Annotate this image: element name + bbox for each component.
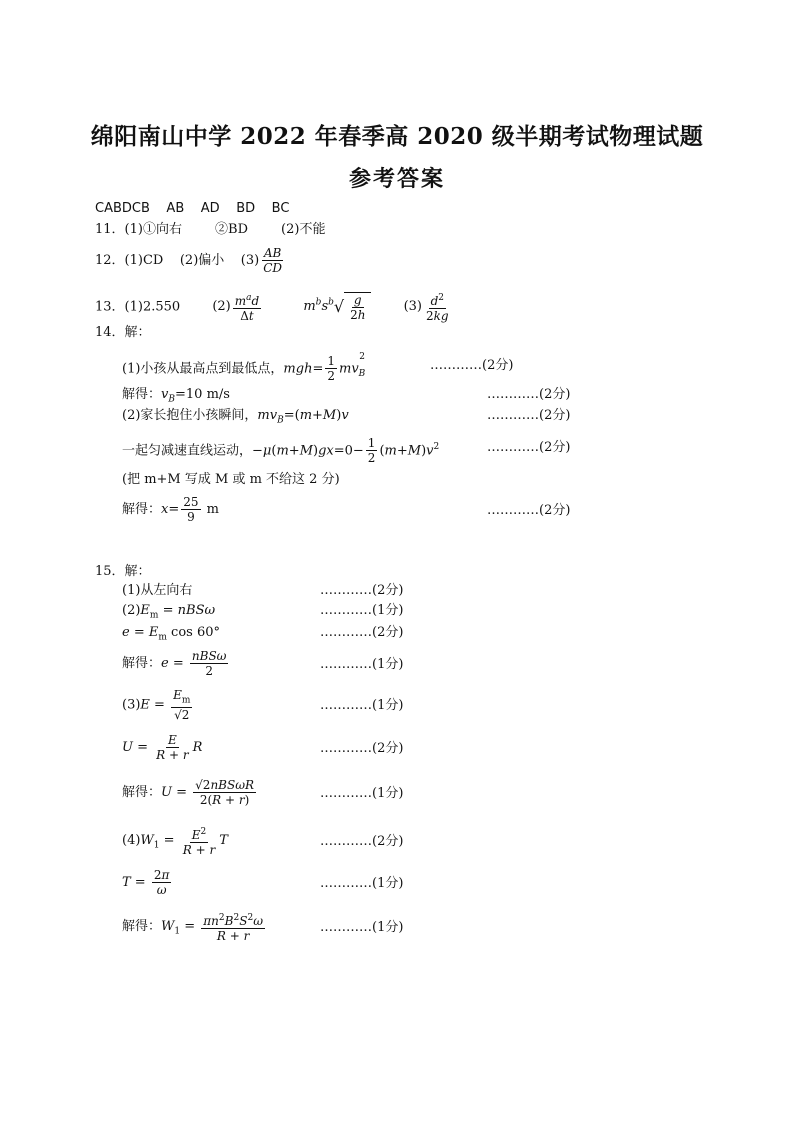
q15-l7-text: 解得： <box>122 785 162 800</box>
mc-answers: CABDCB AB AD BD BC <box>95 201 290 216</box>
q15-l4-text: 解得： <box>122 656 162 671</box>
q14-score-6: …………(2分) <box>487 503 571 518</box>
page-subtitle: 参考答案 <box>348 166 445 192</box>
q14-l6-text: 解得： <box>122 502 162 517</box>
q15-score-9: …………(1分) <box>320 876 404 891</box>
q11-text: (1)①向右 ②BD (2)不能 <box>124 222 326 237</box>
q13-text: (1)2.550 <box>124 299 181 315</box>
q15-line-6: U = $\frac{E}{R + r}$ R <box>122 733 203 762</box>
q14-number: 14． <box>95 325 125 340</box>
q11-line <box>95 222 325 238</box>
q14-l1-text: (1)小孩从最高点到最低点， <box>122 361 284 377</box>
q15-line-2: $(2)E_m = nBS\omega$ <box>122 603 216 621</box>
q14-head: 解： <box>124 325 151 340</box>
q12-fraction: $\frac{AB}{CD}$ <box>263 246 283 275</box>
q15-head: 解： <box>124 564 151 579</box>
q12-text: (1)CD (2)偏小 (3) <box>124 253 260 268</box>
q14-score-3: …………(2分) <box>487 408 571 423</box>
q15-score-8: …………(2分) <box>320 834 404 849</box>
q13-fraction-3: $\frac{d^2}{2kg}$ <box>426 292 449 323</box>
q15-l10-text: 解得： <box>122 919 162 934</box>
q15-line-10: 解得：$W_1$ = $\frac{\pi n^2B^2S^2\omega}{R + r}$ <box>122 912 263 943</box>
q14-line-1: (1)小孩从最高点到最低点，mgh= $\frac{1}{2}$ $mv_B^2$ <box>122 352 366 384</box>
q14-line-5: (把 m+M 写成 M 或 m 不给这 2 分) <box>122 472 340 487</box>
q14-line-6: 解得：x= $\frac{25}{9}$ m <box>122 495 220 524</box>
q14-line-4: 一起匀减速直线运动，−μ(m+M)gx=0− $\frac{1}{2}$ $(m+M)v^2$ <box>122 436 440 466</box>
q15-line-8: $(4)W_1$ = $\frac{E^2}{R + r}$ T <box>122 826 228 857</box>
q14-line-3: (2)家长抱住小孩瞬间，$mv_B=(m+M)v$ <box>122 408 349 426</box>
q15-line-3: $e = E_m$ cos 60° <box>122 625 221 643</box>
page-title: 绵阳南山中学 2022 年春季高 2020 级半期考试物理试题 <box>90 123 704 150</box>
q14-score-4: …………(2分) <box>487 440 571 455</box>
q13-fraction-2: $\frac{m^ad}{\Delta t}$ <box>234 292 260 323</box>
q12-number: 12． <box>95 253 125 268</box>
q15-score-4: …………(1分) <box>320 657 404 672</box>
q11-number: 11． <box>95 222 125 237</box>
q15-line-4: 解得：e = $\frac{\text{nBSω}}{2}$ <box>122 649 227 678</box>
q15-score-6: …………(2分) <box>320 741 404 756</box>
q15-line-9: T = $\frac{2\pi}{\omega}$ <box>122 868 170 897</box>
q13-number: 13． <box>95 299 125 315</box>
q12-line <box>95 246 286 276</box>
q15-line-1: (1)从左向右 <box>122 583 193 598</box>
q15-header <box>95 564 151 580</box>
q13-sqrt: √ $\frac{g}{2h}$ <box>334 292 372 322</box>
q14-score-2: …………(2分) <box>487 387 571 402</box>
q15-score-10: …………(1分) <box>320 920 404 935</box>
q15-score-3: …………(2分) <box>320 625 404 640</box>
q14-line-2: 解得：$v_B=10$ m/s <box>122 387 230 405</box>
q15-line-7: 解得：U = $\frac{\text{√2nBSωR}}{2(R + r)}$ <box>122 778 255 807</box>
q14-header <box>95 325 151 341</box>
q15-line-5: (3)E = $\frac{E_m}{√2}$ <box>122 688 191 723</box>
q14-l3-text: (2)家长抱住小孩瞬间， <box>122 408 258 423</box>
q14-l4-text: 一起匀减速直线运动， <box>122 443 253 459</box>
q15-number: 15． <box>95 564 125 579</box>
q14-score-1: …………(2分) <box>430 358 514 373</box>
q15-score-2: …………(1分) <box>320 603 404 618</box>
q15-score-7: …………(1分) <box>320 786 404 801</box>
q13-line: 13．(1)2.550 (2) $\frac{m^ad}{\Delta t}$ $m^bs^b$ √ $\frac{g}{2h}$ (3) $\frac{d^2}{2kg}$ <box>95 292 449 323</box>
q15-score-5: …………(1分) <box>320 698 404 713</box>
q15-score-1: …………(2分) <box>320 583 404 598</box>
q14-l2-text: 解得： <box>122 387 162 402</box>
